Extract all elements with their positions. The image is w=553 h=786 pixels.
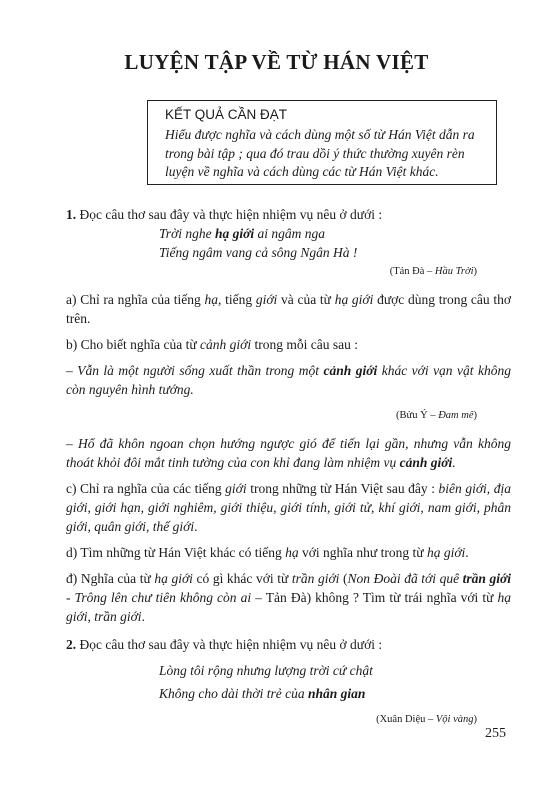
poem-text: Trời nghe	[159, 226, 215, 241]
source-author: (Tản Đà –	[389, 266, 435, 277]
source-end: )	[473, 266, 477, 277]
goal-text	[165, 126, 496, 182]
poem-block	[66, 224, 511, 262]
poem-block	[66, 661, 511, 703]
goal-line: trong bài tập ; qua đó trau dồi ý thức thường xuyên rèn	[165, 145, 465, 161]
poem-text: ai ngâm nga	[254, 226, 325, 241]
exercise-prompt-text: Đọc câu thơ sau đây và thực hiện nhiệm vụ nêu ở dưới :	[79, 207, 383, 222]
exercise-number: 1.	[66, 207, 77, 222]
exercise-content	[66, 205, 511, 729]
poem-text: Tiếng ngâm vang cả sông Ngân Hà !	[159, 245, 358, 260]
page-title: LUYỆN TẬP VỀ TỪ HÁN VIỆT	[124, 50, 429, 74]
quote-source: (Bửu Ý – Đam mê)	[396, 410, 477, 421]
source-work: Hầu Trời	[434, 266, 474, 277]
poem-source: (Xuân Diệu – Vội vàng)	[376, 714, 477, 725]
goal-line: luyện về nghĩa và cách dùng các từ Hán Việt khác.	[165, 164, 439, 179]
poem-line: Lòng tôi rộng nhưng lượng trời cứ chật	[159, 663, 373, 678]
exercise-number: 2.	[66, 637, 77, 652]
exercise-1-prompt	[66, 205, 511, 224]
goal-line: Hiểu được nghĩa và cách dùng một số từ Hán Việt dẫn ra	[165, 127, 475, 142]
task-b: b) Cho biết nghĩa của từ cảnh giới trong mỗi câu sau :	[66, 337, 358, 352]
poem-highlight: hạ giới	[214, 226, 255, 241]
poem-source	[66, 262, 511, 281]
task-dd: đ) Nghĩa của từ hạ giới có gì khác với từ trần giới (Non Đoài đã tới quê trần giới - Trông lên chư tiên không còn ai – Tản Đà) không ? Tìm từ trái nghĩa với từ hạ giới, trần giới.	[66, 571, 512, 624]
poem-line	[159, 243, 511, 262]
task-c: c) Chỉ ra nghĩa của các tiếng giới trong những từ Hán Việt sau đây : biên giới, địa giới, giới hạn, giới nghiêm, giới thiệu, giới tính, giới tử, khí giới, nam giới, phân giới, quân giới, thế giới.	[66, 481, 511, 534]
page-number: 255	[485, 726, 506, 741]
exercise-prompt-text: Đọc câu thơ sau đây và thực hiện nhiệm vụ nêu ở dưới :	[79, 637, 383, 652]
learning-goal-box	[147, 100, 497, 185]
poem-line	[159, 224, 511, 243]
poem-line: Không cho dài thời trẻ của nhân gian	[159, 686, 366, 701]
task-d: d) Tìm những từ Hán Việt khác có tiếng hạ với nghĩa như trong từ hạ giới.	[66, 545, 469, 560]
task-b-quote-2: – Hổ đã khôn ngoan chọn hướng ngược gió để tiến lại gần, nhưng vẫn không thoát khỏi đôi mắt tinh tường của con khỉ đang làm nhiệm vụ cảnh giới.	[66, 436, 511, 470]
goal-heading: KẾT QUẢ CẦN ĐẠT	[165, 107, 288, 122]
task-a: a) Chỉ ra nghĩa của tiếng hạ, tiếng giới và của từ hạ giới được dùng trong câu thơ trên.	[66, 292, 511, 326]
task-b-quote-1: – Vẫn là một người sống xuất thần trong một cảnh giới khác với vạn vật không còn nguyên hình tướng.	[66, 363, 511, 397]
exercise-2-prompt	[66, 635, 511, 654]
